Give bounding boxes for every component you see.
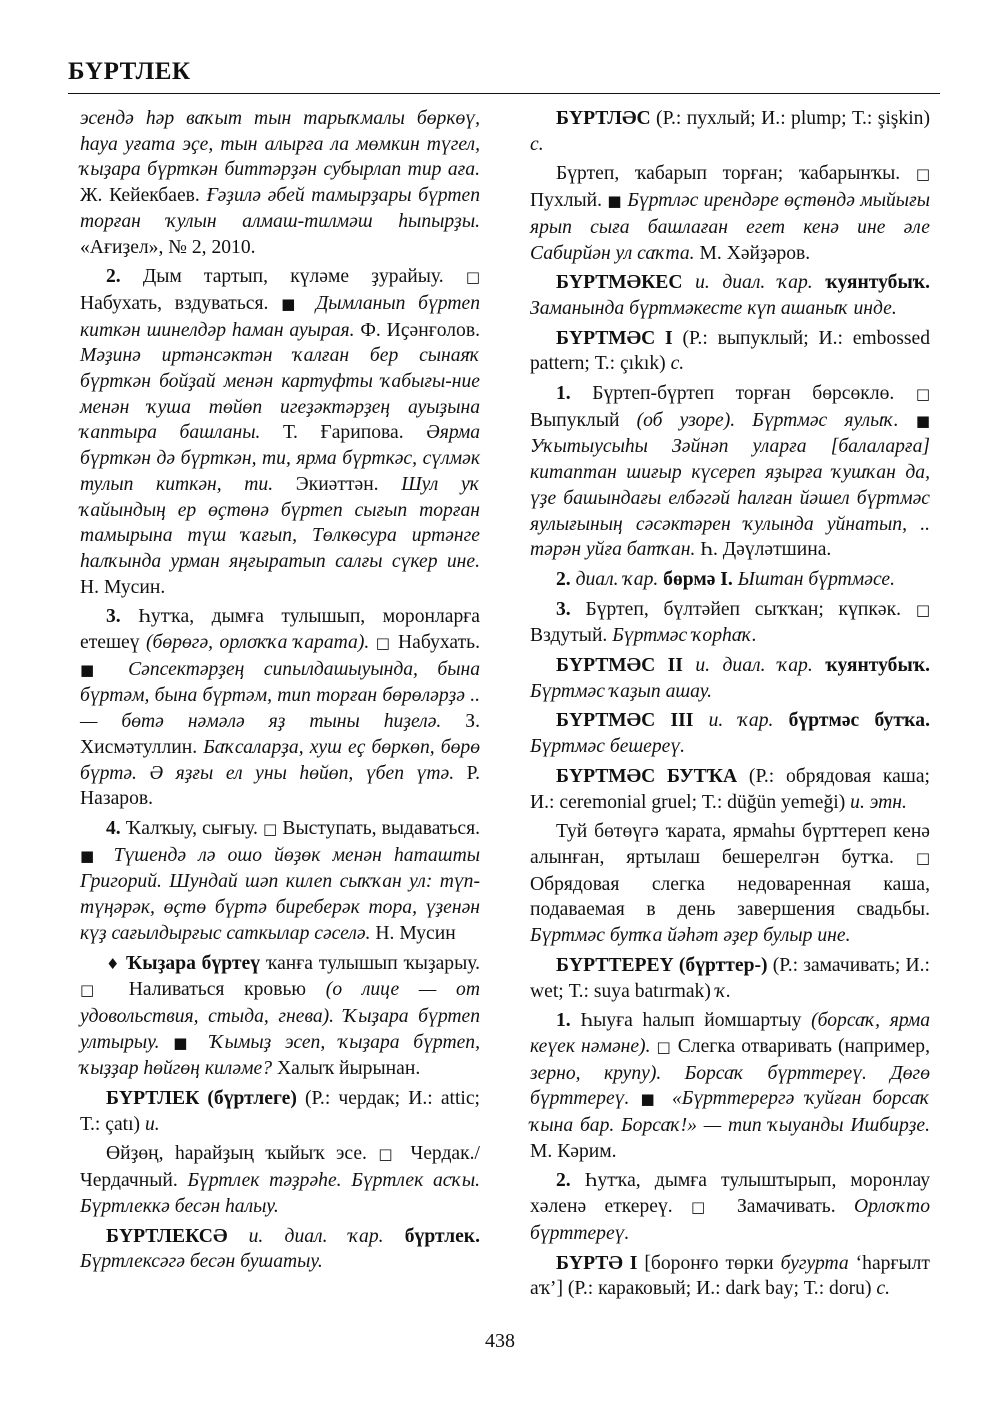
text-run: ҡанға тулышып ҡыҙарыу. [260,952,481,974]
example-text: Орлоҡто бүрттереү. [530,1196,930,1244]
text-run: Экиәттән. [273,473,402,495]
headword: бүртлек. [404,1225,480,1247]
example-marker-icon: ■ [173,1033,197,1052]
headword: ҡуянтубыҡ. [825,272,930,294]
text-run: Н. Мусин. [80,576,166,598]
example-text: Бүртмәс ҡорһаҡ. [612,625,757,647]
translation-marker-icon: □ [691,1198,719,1217]
text-run: Чердак./Чердачный. [80,1143,480,1192]
left-paragraph [80,1224,480,1275]
right-paragraph [530,326,930,377]
text-run: (Р.: чердак; И.: attic; Т.: çatı) [80,1088,480,1135]
right-paragraph [530,764,930,815]
example-text: Ҡымыҙ эсеп, ҡыҙара бүртеп, ҡыҙҙар һөйгөң киләме? [80,1031,480,1080]
sense-number: 1. [556,1010,571,1032]
text-run: Ҡалҡыу, сығыу. [120,817,263,839]
text-run: Ж. Кейекбаев. [80,185,207,207]
example-text: Бүртлек тәҙрәһе. Бүртлек асҡы. Бүртлеккә бесән һалыу. [80,1170,480,1217]
text-run: Бүртеп, ҡабарып торған; ҡабарынҡы. [556,163,916,185]
left-paragraph [80,106,480,260]
sense-number: 3. [556,598,571,620]
text-run: Туй бөтөүгә ҡарата, ярмаһы бүрттереп кенә алынған, яртылаш бешерелгән бутҡа. [530,821,930,868]
example-text: Бүртмәс бутҡа йәһәт әҙер булыр ине. [530,925,851,947]
text-run [629,1088,640,1109]
text-run: Вздутый. [530,625,613,647]
example-text: и. диал. ҡар. [682,272,826,294]
text-run [899,410,916,431]
text-run: Замачивать. [718,1196,854,1218]
text-run: Һутҡа, дымға тулышып, моронларға етешеү [80,606,480,654]
right-paragraph [530,161,930,266]
example-text: Заманында бүртмәкесте күп ашаныҡ инде. [530,297,897,319]
headword: БҮРТЛЕК (бүртлеге) [106,1088,297,1110]
example-text: бугурта [780,1252,849,1274]
sense-number: 2. [556,568,571,590]
text-run: Бүртеп-бүртеп торған бөрсөклө. [570,383,916,405]
headword: Ҡыҙара бүртеү [126,952,261,974]
text-run: Н. Мусин [370,922,456,944]
right-column [530,106,930,1306]
example-text: Әярма бүрткән дә бүрткән, ти, ярма бүрткәс, сүлмәк тулып киткән, ти. [80,422,481,495]
text-run: Выступать, выдаваться. [277,817,480,839]
idiom-marker-icon: ♦ [106,954,126,973]
example-text: зерно, крупу). Борсаҡ бүрттереү. Дөгө бүрттереү. [530,1062,930,1110]
example-text: Бүртмәс бешереү. [530,736,686,758]
headword: БҮРТӘ I [556,1252,638,1274]
left-paragraph [80,264,480,600]
example-text: Уҡытыусыһы Зәйнәп уларға [балаларға] китаптан шиғыр күсереп яҙырға ҡушҡан да, үҙе башындағы елбәгәй һалған йәшел бүртмәс яулығының сәсәктәрен ҡулында уйнатып, .. тәрән уйға батҡан. [530,436,930,561]
text-run: М. Кәрим. [530,1140,617,1162]
example-text: эсендә һәр ваҡыт тын тарыҡмалы бөркөү, һауа уғата эҫе, тын алырға ла мөмкин түгел, ҡыҙара бүрткән биттәрҙән субырлап тир аға. [80,108,480,181]
headword: БҮРТМӘС II [556,655,683,677]
sense-number: 2. [106,266,121,288]
text-run: Выпуклый [530,409,637,431]
right-paragraph [530,1008,930,1164]
text-run: М. Хәйҙәров. [694,242,811,264]
text-run: (Р.: обрядовая каша; И.: ceremonial gruel; Т.: düğün yemeği) [530,765,931,813]
right-paragraph [530,708,930,759]
example-text: Ғәҙилә әбей тамырҙары бүртеп торған ҡулын алмаш-тилмәш һыпырҙы. [80,185,480,232]
example-text: (бөрөгә, орлоҡҡа ҡарата). [146,632,370,654]
left-column [80,106,480,1279]
translation-marker-icon: □ [915,848,930,867]
example-text: Бүртлексәгә бесән бушатыу. [80,1251,323,1273]
sense-number: 2. [556,1170,571,1192]
text-run: ‘һарғылт аҡ’] (Р.: караковый; И.: dark bay; Т.: doru) [530,1252,930,1300]
text-run: Пухлый. [530,190,608,212]
text-run: Наливаться кровью [109,979,326,1001]
translation-marker-icon: □ [262,819,278,838]
example-text: Мәҙинә иртәнсәктән ҡалған бер сынаяҡ бүрткән бойҙай менән картуфты ҡабығы-ние менән ҡуша төйөп игеҙәктәрҙең ауыҙына ҡаптыра башланы. [80,345,480,444]
example-marker-icon: ■ [80,660,109,679]
left-paragraph [80,951,480,1083]
translation-marker-icon: □ [80,981,109,1000]
right-paragraph [530,953,930,1004]
example-marker-icon: ■ [80,846,102,865]
text-run [160,1032,174,1053]
headword: БҮРТЛЕКСӘ [106,1225,228,1247]
example-text: с. [530,133,544,155]
running-head: БҮРТЛЕК [68,58,191,85]
example-text: и. ҡар. [693,710,789,732]
text-run: Һ. Дәүләтшина. [695,539,832,561]
left-paragraph [80,816,480,947]
translation-marker-icon: □ [915,600,930,619]
right-paragraph [530,597,930,649]
text-run: Набухать, вздуваться. [80,292,282,314]
text-run: Набухать. [391,632,480,654]
example-text: Дымланып бүртеп киткән шинелдәр һаман ауырая. [80,292,480,341]
headword: БҮРТМӘС БУТҠА [556,765,738,787]
example-text: и. диал. ҡар. [227,1225,405,1247]
sense-number: 1. [556,383,571,405]
headword: БҮРТМӘС I [556,327,673,349]
text-run: Бүртеп, бүлтәйеп сыҡҡан; күпкәк. [570,598,916,620]
example-text: с. [670,353,685,375]
right-paragraph [530,819,930,949]
example-text: «Бүрттерергә ҡуйған борсаҡ ҡына бар. Борсаҡ!» — тип ҡыуанды Ишбирҙе. [530,1088,930,1137]
example-marker-icon: ■ [915,411,930,430]
translation-marker-icon: □ [378,1145,400,1164]
translation-marker-icon: □ [656,1037,672,1056]
text-run: Дым тартып, күләме ҙурайыу. [120,266,466,288]
example-text: (о лице — от удовольствия, стыда, гнева). Ҡыҙара бүртеп ултырыу. [80,979,480,1053]
example-text: ҡ. [715,980,731,1002]
page-number: 438 [485,1330,515,1352]
left-paragraph [80,1141,480,1219]
text-run: Һутҡа, дымға тулыштырып, моронлау хәленә еткереү. [530,1170,930,1218]
example-text: Бүртләс ирендәре өҫтөндә мыйығы ярып сыға башлаған егет кенә ине әле Сабирйән ул саҡта. [530,190,930,264]
right-paragraph [530,106,930,157]
headword: БҮРТТЕРЕҮ (бүрттер-) [556,954,768,976]
headword: бөрмә I. [663,568,733,590]
text-run: «Ағиҙел», № 2, 2010. [80,236,256,258]
right-paragraph [530,653,930,704]
example-text: и. этн. [850,791,907,813]
example-text: Түшендә лә ошо йөҙөк менән һаташты Григорий. Шундай шәп килеп сыҡҡан ул: түп-түңәрәк, өҫтө бүртә биреберәк тора, үҙенән күҙ сағылдырғыс саткылар сәселә. [80,844,480,944]
right-paragraph [530,567,930,593]
right-paragraph [530,270,930,321]
translation-marker-icon: □ [375,634,392,653]
text-run: Слегка отваривать (например, [671,1035,930,1057]
text-run: (Р.: замачивать; И.: wet; Т.: suya batırmak) [530,954,930,1002]
right-paragraph [530,381,930,563]
example-text: и. [144,1113,160,1135]
example-text: Сәпсектәрҙең сипылдашыуында, бына бүртәм, бына бүртәм, тип торған бөрөләрҙә .. — бөтә нәмәлә яҙ тыны һиҙелә. [80,658,480,733]
text-run: З. Хисмәтуллин. [80,711,480,758]
right-paragraph [530,1168,930,1246]
example-text: (борсаҡ, ярма кеүек нәмәне). [530,1010,930,1057]
left-paragraph [80,604,480,812]
text-run: (Р.: пухлый; И.: plump; Т.: şişkin) [650,108,930,129]
example-text: Баҡсаларҙа, хуш еҫ бөркөп, бөрө бүртә. Ә яҙғы ел уны һөйөп, үбеп үтә. [80,736,480,784]
sense-number: 3. [106,606,121,628]
text-run: Өйҙөң, һарайҙың ҡыйыҡ эсе. [106,1143,379,1165]
left-paragraph [80,1086,480,1137]
headword: БҮРТМӘКЕС [556,272,683,294]
headword: ҡуянтубыҡ. [825,655,930,677]
header-rule [68,93,940,94]
example-text: Бүртмәс ҡаҙып ашау. [530,680,713,702]
right-paragraph [530,1251,930,1302]
text-run: [боронғо төрки [637,1252,781,1274]
text-run: Һыуға һалып йомшартыу [570,1010,812,1032]
example-marker-icon: ■ [640,1090,661,1109]
example-text: Ыштан бүртмәсе. [732,568,895,590]
example-marker-icon: ■ [607,192,623,211]
translation-marker-icon: □ [465,268,480,287]
text-run: Т. Ғарипова. [260,422,427,444]
sense-number: 4. [106,817,121,839]
headword: БҮРТЛӘС [556,108,651,129]
example-text: (об узоре). Бүртмәс яулыҡ. [636,409,899,431]
text-run: Халыҡ йырынан. [272,1058,421,1080]
text-run: (Р.: выпуклый; И.: embossed pattern; Т.: çıkık) [530,327,931,375]
example-marker-icon: ■ [281,294,304,313]
text-run: Ф. Иҫәнғолов. [354,319,480,341]
headword: БҮРТМӘС III [556,710,694,732]
example-text: с. [876,1278,890,1300]
headword: бүртмәс бутҡа. [788,710,931,732]
example-text: и. диал. ҡар. [682,655,826,677]
example-text: Шул уҡ ҡайындың ер өҫтөнә бүртеп сығып торған тамырына түш ҡағып, Төлкөсура иртәнге һалҡында урман яңғыратып салғы сүкер ине. [80,473,480,572]
text-run: Обрядовая слегка недоваренная каша, подаваемая в день завершения свадьбы. [530,873,930,921]
translation-marker-icon: □ [915,385,930,404]
translation-marker-icon: □ [915,165,930,184]
text-run: Р. Назаров. [80,762,480,810]
example-text: диал. ҡар. [570,568,664,590]
